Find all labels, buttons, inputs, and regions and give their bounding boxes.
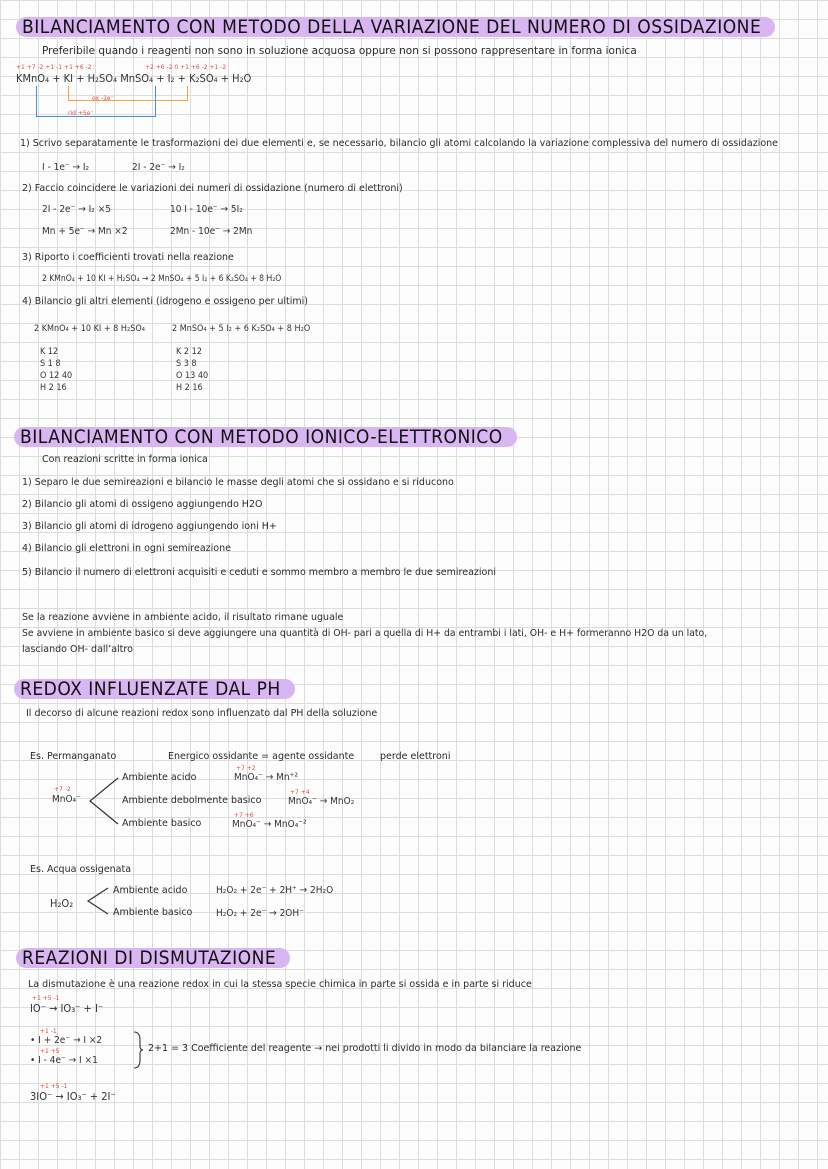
perm-weak-basic-ox: +7 +4 [290, 789, 310, 796]
ionic-step-1: 1) Separo le due semireazioni e bilancio le masse degli atomi che si ossidano e si riducono [22, 477, 454, 488]
example-1-label: Es. Permanganato [30, 751, 117, 762]
dism-main-eq: IO⁻ → IO₃⁻ + I⁻ [30, 1002, 104, 1015]
example-1-desc: Energico ossidante = agente ossidante [168, 751, 355, 762]
perm-env-basic: Ambiente basico [122, 818, 202, 829]
step-2-eq-b: 10 I - 10e⁻ → 5I₂ [170, 204, 243, 215]
ox-numbers-left: +1 +7 -2 +1 -1 +1 +6 -2 [16, 64, 92, 71]
example-1-species: MnO₄⁻ [52, 794, 81, 805]
step-1: 1) Scrivo separatamente le trasformazioni dei due elementi e, se necessario, bilancio gli atomi calcolando la variazione complessiva del numero di ossidazione [20, 138, 779, 149]
count-right-o: O 13 40 [176, 371, 209, 381]
count-right-h: H 2 16 [176, 383, 203, 393]
dism-final-eq: 3IO⁻ → IO₃⁻ + 2I⁻ [30, 1090, 116, 1103]
ionic-step-4: 4) Bilancio gli elettroni in ogni semireazione [22, 543, 231, 554]
step-2-eq-d: 2Mn - 10e⁻ → 2Mn [170, 226, 253, 237]
perm-basic-reaction: MnO₄⁻ → MnO₄⁻² [232, 819, 307, 830]
count-left-k: K 12 [40, 347, 59, 357]
step-2: 2) Faccio coincidere le variazioni dei numeri di ossidazione (numero di elettroni) [22, 183, 403, 194]
count-right-s: S 3 8 [176, 359, 197, 369]
section-3-intro: Il decorso di alcune reazioni redox sono influenzato dal PH della soluzione [26, 708, 378, 719]
perm-acid-ox: +7 +2 [236, 765, 256, 772]
step-3: 3) Riporto i coefficienti trovati nella reazione [22, 252, 234, 263]
step-2-eq-a: 2I - 2e⁻ → I₂ ×5 [42, 204, 111, 215]
perm-weak-basic-reaction: MnO₄⁻ → MnO₂ [288, 796, 355, 807]
ionic-step-3: 3) Bilancio gli atomi di idrogeno aggiungendo ioni H+ [22, 521, 277, 532]
half-1-ox: +1 -1 [40, 1028, 57, 1035]
perm-env-acid: Ambiente acido [122, 772, 197, 783]
step-1-eq-a: I - 1e⁻ → I₂ [42, 162, 90, 173]
count-right-k: K 2 12 [176, 347, 202, 357]
half-2-text: I - 4e⁻ → I ×1 [38, 1055, 98, 1066]
count-left-o: O 12 40 [40, 371, 73, 381]
dism-final-ox: +1 +5 -1 [40, 1083, 68, 1090]
half-2: • I - 4e⁻ → I ×1 [30, 1055, 98, 1066]
step-4-eq-right: 2 MnSO₄ + 5 I₂ + 6 K₂SO₄ + 8 H₂O [172, 324, 311, 334]
note-line-1: Se la reazione avviene in ambiente acido, il risultato rimane uguale [22, 612, 344, 623]
step-2-eq-c: Mn + 5e⁻ → Mn ×2 [42, 226, 128, 237]
step-4-eq-left: 2 KMnO₄ + 10 KI + 8 H₂SO₄ [34, 324, 145, 334]
half-2-ox: +1 +5 [40, 1048, 60, 1055]
h2o2-basic-reaction: H₂O₂ + 2e⁻ → 2OH⁻ [216, 908, 304, 919]
section-2-title: BILANCIAMENTO CON METODO IONICO-ELETTRONICO [18, 426, 513, 448]
example-1-species-ox: +7 -2 [54, 786, 71, 793]
note-line-2: Se avviene in ambiente basico si deve aggiungere una quantità di OH- pari a quella di H+ da entrambi i lati, OH- e H+ formeranno H2O da un lato, [22, 628, 708, 639]
count-left-s: S 1 8 [40, 359, 61, 369]
ionic-step-5: 5) Bilancio il numero di elettroni acquisiti e ceduti e sommo membro a membro le due semireazioni [22, 567, 497, 578]
rid-label: rid +5e⁻ [68, 110, 94, 117]
section-4-title: REAZIONI DI DISMUTAZIONE [20, 947, 286, 969]
branch-bracket [86, 776, 120, 826]
h2o2-env-acid: Ambiente acido [113, 885, 188, 896]
sum-brace [132, 1030, 144, 1070]
section-2-intro: Con reazioni scritte in forma ionica [42, 454, 208, 465]
note-line-3: lasciando OH- dall’altro [22, 644, 133, 655]
perm-env-weak-basic: Ambiente debolmente basico [122, 795, 262, 806]
main-equation: KMnO₄ + KI + H₂SO₄ MnSO₄ + I₂ + K₂SO₄ + H₂O [16, 72, 252, 85]
half-1: • I + 2e⁻ → I ×2 [30, 1035, 103, 1046]
branch-bracket-2 [84, 886, 110, 916]
section-4-intro: La dismutazione è una reazione redox in cui la stessa specie chimica in parte si ossida e in parte si riduce [28, 979, 532, 990]
sum-note: 2+1 = 3 Coefficiente del reagente → nei prodotti li divido in modo da bilanciare la reazione [148, 1043, 582, 1054]
h2o2-acid-reaction: H₂O₂ + 2e⁻ + 2H⁺ → 2H₂O [216, 885, 334, 896]
count-right [176, 346, 208, 394]
step-4: 4) Bilancio gli altri elementi (idrogeno e ossigeno per ultimi) [22, 296, 308, 307]
count-left-h: H 2 16 [40, 383, 67, 393]
section-1-title: BILANCIAMENTO CON METODO DELLA VARIAZIONE DEL NUMERO DI OSSIDAZIONE [20, 16, 771, 38]
ox-numbers-right: +2 +6 -2 0 +1 +6 -2 +1 -2 [145, 64, 227, 71]
example-2-species: H₂O₂ [50, 897, 74, 910]
perm-acid-reaction: MnO₄⁻ → Mn⁺² [234, 772, 298, 783]
step-3-eq: 2 KMnO₄ + 10 KI + H₂SO₄ → 2 MnSO₄ + 5 I₂ + 6 K₂SO₄ + 8 H₂O [42, 274, 282, 284]
half-1-text: I + 2e⁻ → I ×2 [38, 1035, 103, 1046]
section-3-title: REDOX INFLUENZATE DAL PH [18, 678, 291, 700]
section-1-intro: Preferibile quando i reagenti non sono in soluzione acquosa oppure non si possono rappresentare in forma ionica [42, 45, 637, 57]
step-1-eq-b: 2I - 2e⁻ → I₂ [132, 162, 185, 173]
dism-main-ox: +1 +5 -1 [32, 995, 60, 1002]
example-1-note: perde elettroni [380, 751, 451, 762]
count-left [40, 346, 72, 394]
h2o2-env-basic: Ambiente basico [113, 907, 193, 918]
ox-label: ox -1e⁻ [92, 95, 114, 102]
example-2-label: Es. Acqua ossigenata [30, 864, 132, 875]
ionic-step-2: 2) Bilancio gli atomi di ossigeno aggiungendo H2O [22, 499, 263, 510]
perm-basic-ox: +7 +6 [234, 812, 254, 819]
